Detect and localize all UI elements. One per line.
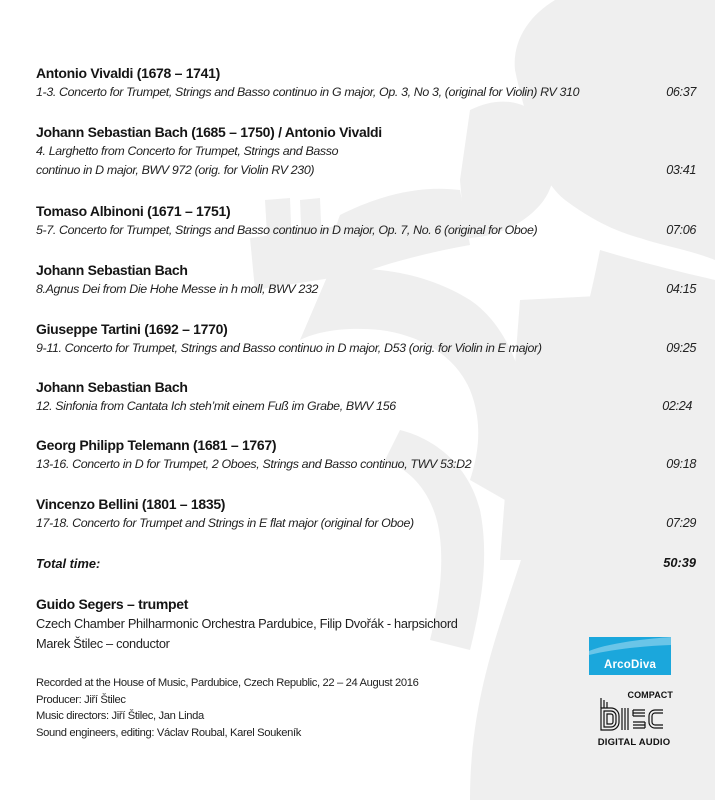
track-title: continuo in D major, BWV 972 (orig. for Violin RV 230) (36, 163, 315, 177)
track-description (36, 514, 696, 533)
track-duration: 03:41 (666, 163, 696, 177)
track-duration: 07:06 (666, 223, 696, 237)
arcodiva-logo (589, 637, 671, 675)
orchestra: Czech Chamber Philharmonic Orchestra Pardubice, Filip Dvořák - harpsichord (36, 616, 458, 631)
work-bach-sinfonia (36, 378, 696, 416)
track-title: 8.Agnus Dei from Die Hohe Messe in h moll, BWV 232 (36, 282, 319, 296)
disc-wordmark-icon (597, 696, 671, 736)
total-time-value: 50:39 (663, 555, 696, 570)
track-duration: 09:25 (666, 341, 696, 355)
track-title: 13-16. Concerto in D for Trumpet, 2 Oboes, Strings and Basso continuo, TWV 53:D2 (36, 457, 472, 471)
sound-engineers: Sound engineers, editing: Václav Roubal, Karel Soukeník (36, 726, 301, 739)
composer-name: Antonio Vivaldi (1678 – 1741) (36, 65, 221, 81)
track-description (36, 455, 696, 474)
track-title: 5-7. Concerto for Trumpet, Strings and Basso continuo in D major, Op. 7, No. 6 (original for Oboe) (36, 223, 538, 237)
recording-location: Recorded at the House of Music, Pardubice, Czech Republic, 22 – 24 August 2016 (36, 677, 419, 689)
digital-audio-label: DIGITAL AUDIO (597, 737, 671, 748)
arcodiva-swoosh-icon (589, 637, 671, 657)
compact-disc-logo (595, 690, 673, 748)
conductor: Marek Štilec – conductor (36, 636, 170, 651)
work-bach-agnus-dei (36, 261, 696, 299)
work-tartini (36, 320, 696, 358)
track-description-continued (36, 161, 696, 180)
composer-name: Johann Sebastian Bach (36, 379, 188, 395)
track-title: 17-18. Concerto for Trumpet and Strings in E flat major (original for Oboe) (36, 516, 414, 530)
track-title: 4. Larghetto from Concerto for Trumpet, Strings and Basso (36, 144, 339, 158)
track-description (36, 221, 696, 240)
composer-name: Georg Philipp Telemann (1681 – 1767) (36, 437, 277, 453)
work-telemann (36, 436, 696, 474)
track-duration: 09:18 (666, 457, 696, 471)
track-title: 9-11. Concerto for Trumpet, Strings and Basso continuo in D major, D53 (orig. for Violin in E major) (36, 341, 542, 355)
compact-label: COMPACT (627, 690, 673, 700)
track-title: 12. Sinfonia from Cantata Ich steh’mit einem Fuß im Grabe, BWV 156 (36, 399, 396, 413)
composer-name: Giuseppe Tartini (1692 – 1770) (36, 321, 228, 337)
track-title: 1-3. Concerto for Trumpet, Strings and Basso continuo in G major, Op. 3, No 3, (original for Violin) RV 310 (36, 85, 580, 99)
track-description (36, 339, 696, 358)
music-directors: Music directors: Jiří Štilec, Jan Linda (36, 710, 204, 722)
composer-name: Tomaso Albinoni (1671 – 1751) (36, 203, 231, 219)
work-bellini (36, 495, 696, 533)
composer-name: Johann Sebastian Bach (1685 – 1750) / Antonio Vivaldi (36, 124, 382, 140)
track-description (36, 397, 696, 416)
track-duration: 06:37 (666, 85, 696, 99)
soloist: Guido Segers – trumpet (36, 596, 189, 612)
track-duration: 07:29 (666, 516, 696, 530)
arcodiva-wordmark: ArcoDiva (603, 659, 657, 671)
recording-credits (36, 675, 516, 741)
work-vivaldi (36, 64, 696, 102)
work-albinoni (36, 202, 696, 240)
composer-name: Vincenzo Bellini (1801 – 1835) (36, 496, 226, 512)
total-time (36, 555, 696, 574)
track-description (36, 280, 696, 299)
total-time-label: Total time: (36, 556, 101, 571)
track-description (36, 142, 696, 161)
composer-name: Johann Sebastian Bach (36, 262, 188, 278)
track-description (36, 83, 696, 102)
track-duration: 02:24 (662, 399, 692, 413)
track-duration: 04:15 (666, 282, 696, 296)
producer: Producer: Jiří Štilec (36, 693, 126, 706)
work-bach-vivaldi (36, 123, 696, 180)
performers (36, 594, 556, 654)
